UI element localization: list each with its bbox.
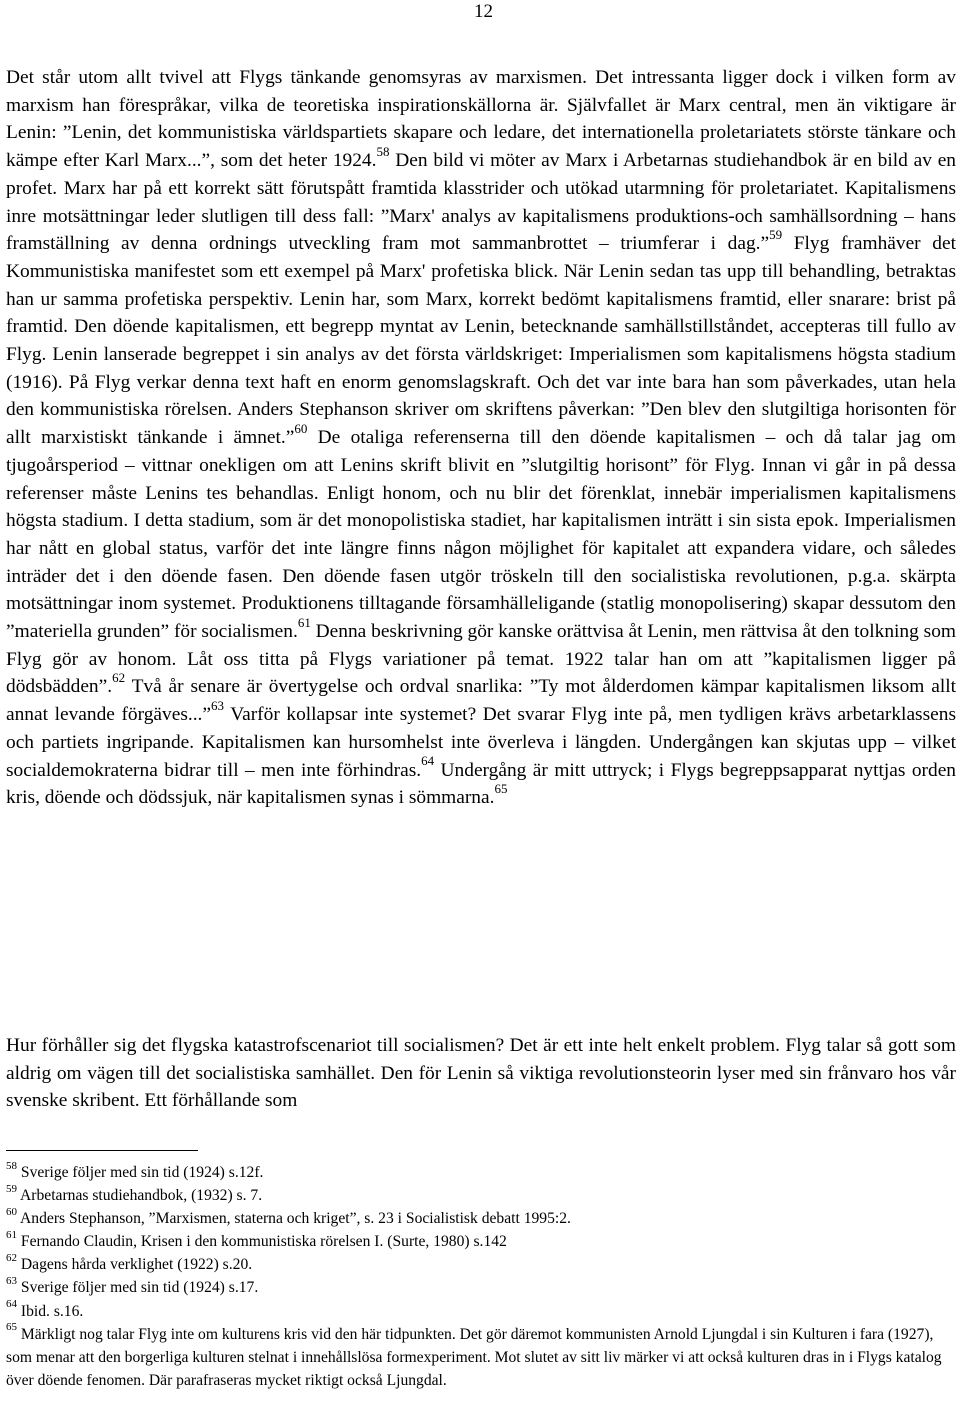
footnote-reference[interactable]: 65 — [494, 780, 508, 796]
text-segment: Denna beskrivning gör kanske orättvisa åt Lenin, men rättvisa åt den tolkning som Flyg gör av honom. Låt oss titta på Flygs variationer på temat. 1922 talar han om att ”kapitalismen ligger på dödsbädden”. — [6, 621, 956, 698]
text-segment: Undergång är mitt uttryck; i Flygs begreppsapparat nyttjas orden kris, döende och dödssjuk, när kapitalismen synas i sömmarna. — [6, 759, 957, 809]
footnote — [6, 1276, 951, 1299]
footnotes — [6, 1161, 951, 1392]
text-segment: Det står utom allt tvivel att Flygs tänkande genomsyras av marxismen. Det intressanta ligger dock i vilken form av marxism han förespråkar, vilka de teoretiska inspirationskällorna är. Självfallet är Marx central, men än viktigare är Lenin: ”Lenin, det kommunistiska världspartiets skapare och ledare, det internationella proletariatets störste tänkare och kämpe efter Karl Marx...”, som det heter 1924. — [6, 67, 956, 172]
footnote-number: 63 — [6, 1275, 17, 1288]
footnote — [6, 1300, 951, 1323]
footnote-reference[interactable]: 60 — [294, 420, 308, 436]
footnote-reference[interactable]: 58 — [376, 143, 390, 159]
footnote-text: Ibid. s.16. — [17, 1302, 84, 1320]
footnote-number: 62 — [6, 1252, 17, 1265]
footnote-number: 61 — [6, 1229, 17, 1242]
footnote-reference[interactable]: 63 — [211, 697, 225, 713]
footnote — [6, 1161, 951, 1184]
text-segment: Två år senare är övertygelse och ordval snarlika: ”Ty mot ålderdomen kämpar kapitalismen liksom allt annat levande förgäves...” — [6, 676, 956, 726]
body-paragraph — [6, 1032, 956, 1115]
footnote-number: 60 — [6, 1206, 17, 1218]
text-segment: De otaliga referenserna till den döende kapitalismen – och då talar jag om tjugoårsperiod – vittnar onekligen om att Lenins skrift blivit en ”slutgiltig horisont” för Flyg. Innan vi går in på dessa referenser måste Lenins tes behandlas. Enligt honom, och nu blir det förenklat, innebär imperialismen kapitalismens högsta stadium. I detta stadium, som är det monopolistiska stadiet, har kapitalismen inträtt i sin sista epok. Imperialismen har nått en global status, varför det inte längre finns någon möjlighet för kapitalet att expandera vidare, och således inträder det i den döende fasen. Den döende fasen utgör tröskeln till den socialistiska revolutionen, p.g.a. skärpta motsättningar inom systemet. Produktionens tilltagande församhälleligande (statlig monopolisering) skapar dessutom den ”materiella grunden” för socialismen. — [6, 427, 957, 643]
footnote-text: Anders Stephanson, ”Marxismen, staterna och kriget”, s. 23 i Socialistisk debatt 1995:2. — [17, 1210, 571, 1228]
footnote — [6, 1323, 951, 1392]
text-segment: Hur förhåller sig det flygska katastrofscenariot till socialismen? Det är ett inte helt enkelt problem. Flyg talar så gott som aldrig om vägen till det socialistiska samhället. Den för Lenin så viktiga revolutionsteorin lyser med sin frånvaro hos vår svenske skribent. Ett förhållande som — [6, 1035, 956, 1112]
footnote — [6, 1230, 951, 1253]
page-number: 12 — [474, 1, 493, 22]
paragraph-text — [6, 1032, 956, 1115]
footnote-reference[interactable]: 59 — [769, 226, 783, 242]
footnote-text: Märkligt nog talar Flyg inte om kulturens kris vid den här tidpunkten. Det gör däremot kommunisten Arnold Ljungdal i sin Kulturen i fara (1927), som menar att den borgerliga kulturen stelnat i innehållslösa formexperiment. Mot slutet av sitt liv märker vi att också kulturen dras in i Flygs katalog över döende fenomen. Där parafraseras mycket riktigt också Ljungdal. — [6, 1325, 942, 1389]
paragraph-text — [6, 64, 956, 812]
footnote-reference[interactable]: 61 — [297, 614, 311, 630]
text-segment: Den bild vi möter av Marx i Arbetarnas studiehandbok är en bild av en profet. Marx har på ett korrekt sätt förutspått framtida klasstrider och utökad utarmning för proletariatet. Kapitalismens inre motsättningar leder slutligen till dess fall: ”Marx' analys av kapitalismens produktions-och samhällsordning – hans framställning av denna ordnings utveckling fram mot sammanbrottet – triumferar i dag.” — [6, 150, 956, 255]
footnote-reference[interactable]: 64 — [421, 753, 435, 769]
footnote-text: Sverige följer med sin tid (1924) s.12f. — [17, 1164, 264, 1181]
footnote — [6, 1253, 951, 1276]
footnote-text: Dagens hårda verklighet (1922) s.20. — [17, 1256, 253, 1274]
footnote — [6, 1184, 951, 1207]
footnote-number: 65 — [6, 1321, 17, 1334]
footnote-text: Fernando Claudin, Krisen i den kommunistiska rörelsen I. (Surte, 1980) s.142 — [17, 1233, 507, 1251]
footnote-text: Arbetarnas studiehandbok, (1932) s. 7. — [17, 1187, 263, 1205]
footnote-number: 59 — [6, 1182, 17, 1195]
text-segment: Flyg framhäver det Kommunistiska manifestet som ett exempel på Marx' profetiska blick. När Lenin sedan tas upp till behandling, betraktas han ur samma profetiska perspektiv. Lenin har, som Marx, korrekt bedömt kapitalismens framtid, eller snarare: brist på framtid. Den döende kapitalismen, ett begrepp myntat av Lenin, betecknande samhällstillståndet, accepteras till fullo av Flyg. Lenin lanserade begreppet i sin analys av det första världskriget: Imperialismen som kapitalismens högsta stadium (1916). På Flyg verkar denna text haft en enorm genomslagskraft. Och det var inte bara han som påverkades, utan hela den kommunistiska rörelsen. Anders Stephanson skriver om skriftens påverkan: ”Den blev den slutgiltiga horisonten för allt marxistiskt tänkande i ämnet.” — [6, 233, 956, 449]
body-paragraph — [6, 64, 956, 812]
text-segment: Varför kollapsar inte systemet? Det svarar Flyg inte på, men tydligen krävs arbetarklassens och partiets ingripande. Kapitalismen kan hursomhelst inte överleva i längden. Undergången kan skjutas upp – vilket socialdemokraterna bidrar till – men inte förhindras. — [6, 704, 956, 781]
footnote-number: 58 — [6, 1159, 17, 1172]
footnote-reference[interactable]: 62 — [112, 670, 126, 685]
footnote-number: 64 — [6, 1298, 17, 1311]
footnote — [6, 1207, 951, 1230]
footnote-separator — [6, 1150, 198, 1151]
footnote-text: Sverige följer med sin tid (1924) s.17. — [17, 1279, 259, 1297]
